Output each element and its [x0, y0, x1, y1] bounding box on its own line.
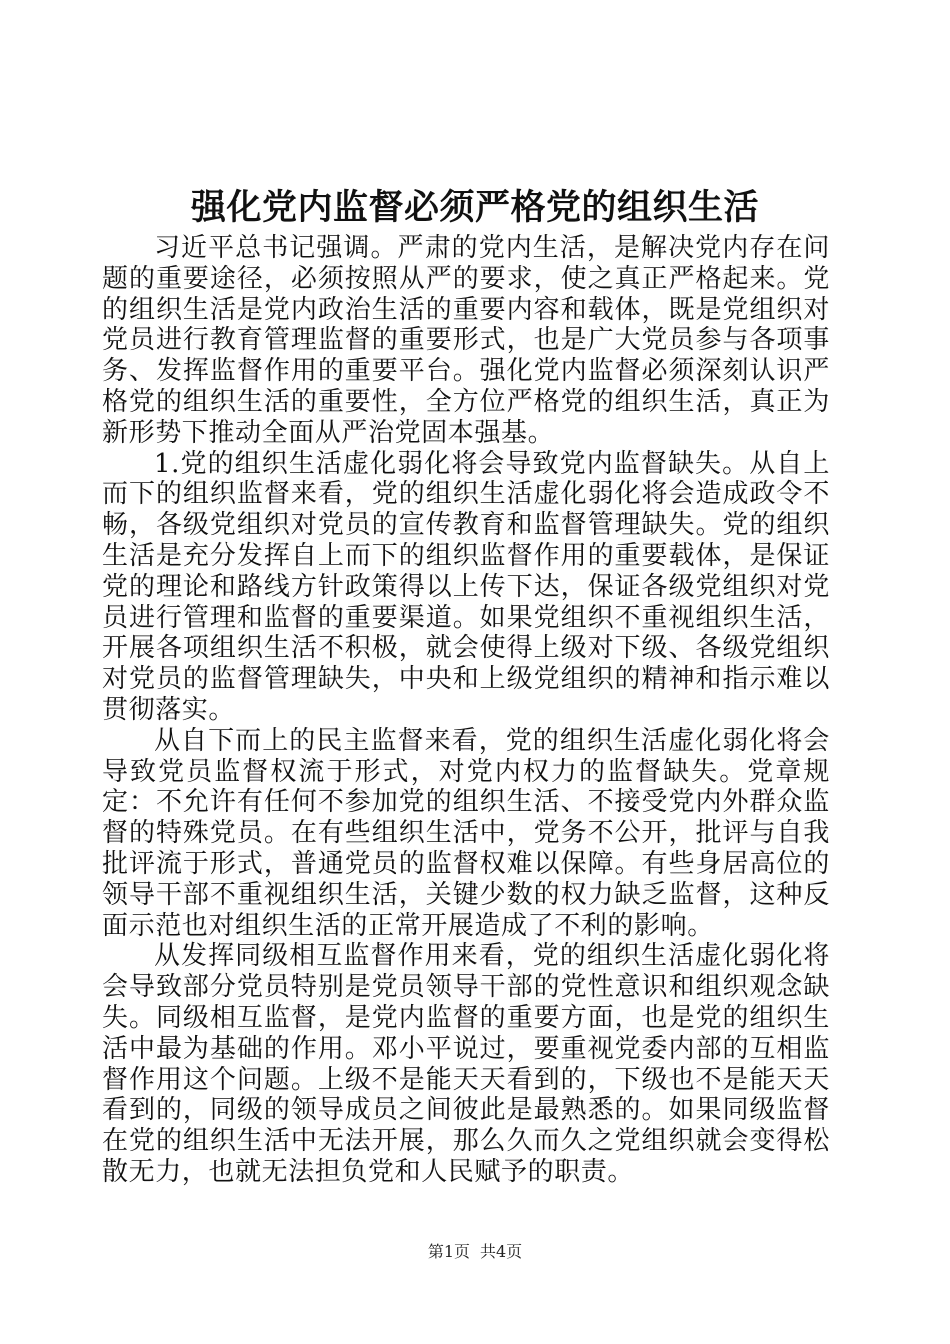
paragraph-democratic-supervision: 从自下而上的民主监督来看，党的组织生活虚化弱化将会导致党员监督权流于形式，对党内权力的监督缺失。党章规定：不允许有任何不参加党的组织生活、不接受党内外群众监督的特殊党员。在有些组织生活中，党务不公开，批评与自我批评流于形式，普通党员的监督权难以保障。有些身居高位的领导干部不重视组织生活，关键少数的权力缺乏监督，这种反面示范也对组织生活的正常开展造成了不利的影响。: [102, 725, 830, 941]
document-title: 强化党内监督必须严格党的组织生活: [190, 187, 759, 228]
document-body: [102, 233, 830, 1188]
page-total: 共4页: [480, 1242, 523, 1261]
page-footer: [0, 1242, 950, 1262]
paragraph-intro: 习近平总书记强调。严肃的党内生活，是解决党内存在问题的重要途径，必须按照从严的要求，使之真正严格起来。党的组织生活是党内政治生活的重要内容和载体，既是党组织对党员进行教育管理监督的重要形式，也是广大党员参与各项事务、发挥监督作用的重要平台。强化党内监督必须深刻认识严格党的组织生活的重要性，全方位严格党的组织生活，真正为新形势下推动全面从严治党固本强基。: [102, 233, 830, 448]
paragraph-section-1: 1.党的组织生活虚化弱化将会导致党内监督缺失。从自上而下的组织监督来看，党的组织生活虚化弱化将会造成政令不畅，各级党组织对党员的宣传教育和监督管理缺失。党的组织生活是充分发挥自上而下的组织监督作用的重要载体，是保证党的理论和路线方针政策得以上传下达，保证各级党组织对党员进行管理和监督的重要渠道。如果党组织不重视组织生活，开展各项组织生活不积极，就会使得上级对下级、各级党组织对党员的监督管理缺失，中央和上级党组织的精神和指示难以贯彻落实。: [102, 448, 830, 725]
paragraph-peer-supervision: 从发挥同级相互监督作用来看，党的组织生活虚化弱化将会导致部分党员特别是党员领导干部的党性意识和组织观念缺失。同级相互监督，是党内监督的重要方面，也是党的组织生活中最为基础的作用。邓小平说过，要重视党委内部的互相监督作用这个问题。上级不是能天天看到的，下级也不是能天天看到的，同级的领导成员之间彼此是最熟悉的。如果同级监督在党的组织生活中无法开展，那么久而久之党组织就会变得松散无力，也就无法担负党和人民赋予的职责。: [102, 941, 830, 1187]
page-number: 第1页: [427, 1242, 470, 1261]
